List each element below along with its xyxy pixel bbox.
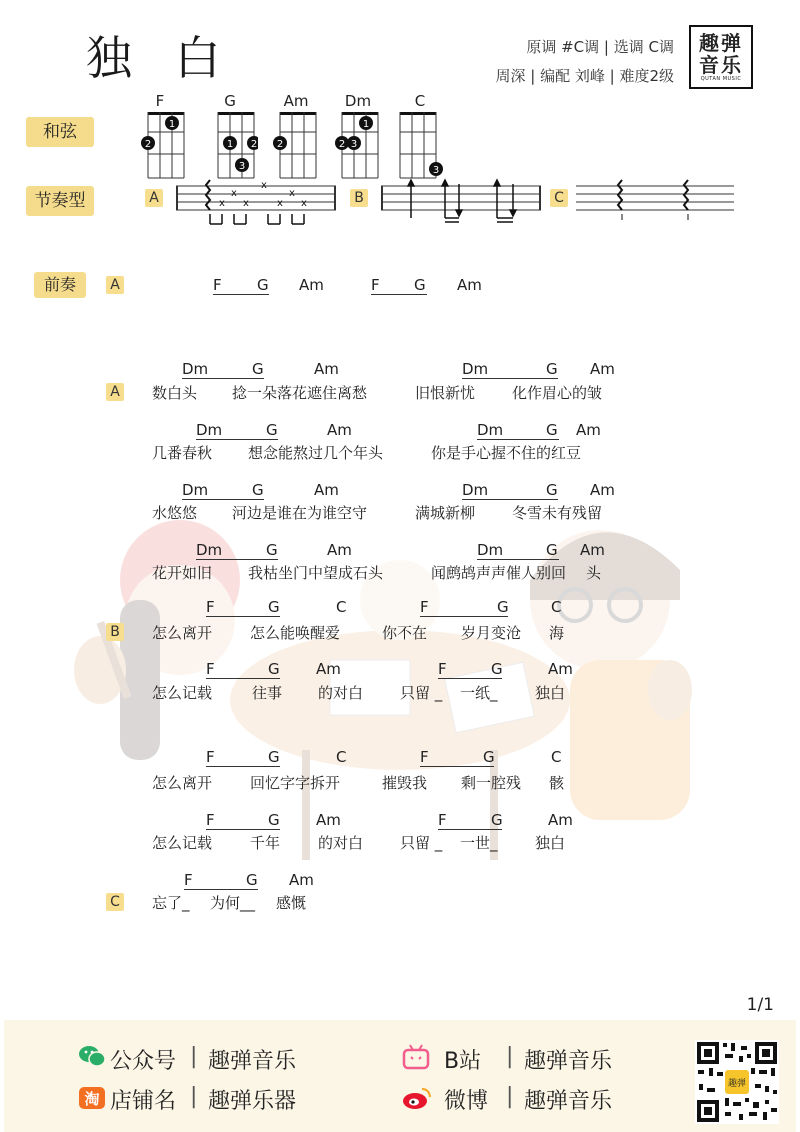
beat-line [196,559,278,560]
chord-label: Dm [196,541,223,559]
chord-label: Am [289,871,314,889]
chord-label: F [438,660,447,678]
taobao-icon [78,1086,106,1110]
chord-label: Am [327,541,352,559]
logo-text-bottom: 音乐 [699,53,743,77]
chord-diagram-f [140,92,188,184]
intro-chord: F [213,276,222,294]
chord-name: F [155,92,165,110]
fretboard-c [396,110,446,180]
svg-text:x: x [219,198,225,209]
lyric-segment: 想念能熬过几个年头 [248,444,384,462]
lyric-segment: 怎么离开 [152,774,213,792]
svg-text:x: x [243,198,249,209]
logo-subtext: QUTAN MUSIC [700,76,742,82]
lyric-segment: 怎么记载 [152,834,213,852]
chord-label: G [268,748,280,766]
lyric-segment: 化作眉心的皱 [512,384,603,402]
lyric-segment: 骸 [549,774,565,792]
svg-text:x: x [231,188,237,199]
chord-label: Dm [182,360,209,378]
intro-chord: G [414,276,426,294]
chord-label: G [268,811,280,829]
bilibili-label: B站 [444,1049,482,1074]
chord-label: Dm [477,421,504,439]
chord-label: F [206,598,215,616]
chords-label: 和弦 [26,117,94,147]
svg-text:2: 2 [250,139,258,150]
chord-label: G [546,541,558,559]
lyric-segment: 忘了_ [152,894,190,912]
chord-label: F [420,598,429,616]
chord-label: G [268,598,280,616]
bilibili-icon [402,1044,430,1070]
beat-line [462,499,558,500]
chord-label: G [546,360,558,378]
chord-label: F [420,748,429,766]
svg-text:2: 2 [144,139,152,150]
lyric-segment: 感慨 [276,894,307,912]
chord-label: Dm [182,481,209,499]
lyric-segment: 我枯坐门中望成石头 [248,564,384,582]
separator: | [190,1084,198,1109]
chord-label: G [246,871,258,889]
chord-label: G [497,598,509,616]
key-info: 原调 #C调 | 选调 C调 [526,38,674,56]
weibo-label: 微博 [444,1089,489,1114]
lyric-segment: 怎么能唤醒爱 [250,624,341,642]
lyric-segment: 冬雪未有残留 [512,504,603,522]
fretboard-g [210,110,258,180]
svg-text:淘: 淘 [84,1090,100,1108]
qr-code[interactable] [695,1040,779,1124]
chord-label: G [491,811,503,829]
logo-text-top: 趣弹 [699,31,743,55]
wechat-icon [78,1044,106,1068]
svg-text:3: 3 [432,165,440,176]
rhythm-pattern-c [576,178,734,228]
section-marker-b: B [106,623,124,641]
lyric-segment: 几番春秋 [152,444,213,462]
bilibili-name: 趣弹音乐 [524,1049,613,1074]
lyric-segment: 摧毁我 [382,774,428,792]
separator: | [506,1084,514,1109]
svg-text:x: x [277,198,283,209]
rhythm-pattern-a [176,178,336,228]
section-marker-a: A [106,383,124,401]
svg-text:2: 2 [338,139,346,150]
lyric-segment: 头 [586,564,602,582]
chord-label: F [206,811,215,829]
lyric-segment: 为何__ [210,894,256,912]
lyric-segment: 回忆字字拆开 [250,774,341,792]
lyric-segment: 海 [549,624,565,642]
chord-label: G [483,748,495,766]
chord-label: Am [314,481,339,499]
chord-label: Am [548,811,573,829]
chord-label: Am [327,421,352,439]
beat-line [206,766,280,767]
chord-label: G [546,481,558,499]
lyric-segment: 一纸_ [460,684,498,702]
intro-section-a: A [106,276,124,294]
chord-label: F [206,748,215,766]
lyric-segment: 河边是谁在为谁空守 [232,504,368,522]
lyric-segment: 你是手心握不住的红豆 [431,444,582,462]
lyric-segment: 剩一腔残 [461,774,522,792]
rhythm-pattern-b [381,178,541,228]
svg-text:1: 1 [362,119,370,130]
chord-label: Am [590,481,615,499]
lyric-segment: 只留 _ [400,834,443,852]
footer-bar [4,1020,796,1132]
separator: | [506,1044,514,1069]
lyric-segment: 花开如旧 [152,564,213,582]
chord-label: F [438,811,447,829]
chord-label: Am [316,660,341,678]
svg-text:3: 3 [350,139,358,150]
shop-name: 趣弹乐器 [208,1089,297,1114]
lyric-segment: 独白 [535,684,566,702]
rhythm-section-a: A [145,189,163,207]
chord-diagram-c [396,92,446,184]
weibo-icon [402,1086,432,1110]
beat-line [206,616,280,617]
fretboard-am [272,110,320,180]
svg-text:x: x [301,198,307,209]
lyric-segment: 怎么记载 [152,684,213,702]
page-number: 1/1 [746,995,774,1015]
svg-text:1: 1 [226,139,234,150]
chord-label: G [491,660,503,678]
lyric-segment: 的对白 [318,834,364,852]
chord-label: F [206,660,215,678]
chord-label: Dm [477,541,504,559]
fretboard-dm [334,110,382,180]
chord-label: C [551,598,562,616]
chord-name: Dm [344,92,372,110]
lyric-segment: 只留 _ [400,684,443,702]
svg-text:x: x [289,188,295,199]
svg-text:x: x [261,180,267,191]
rhythm-section-b: B [350,189,368,207]
chord-label: C [551,748,562,766]
lyric-segment: 捻一朵落花遮住离愁 [232,384,368,402]
lyric-segment: 水悠悠 [152,504,198,522]
beat-line [462,378,558,379]
chord-label: Am [590,360,615,378]
lyric-segment: 你不在 [382,624,428,642]
lyric-segment: 数白头 [152,384,198,402]
chord-label: C [336,598,347,616]
intro-beat-line [371,294,427,295]
intro-chord: Am [457,276,482,294]
beat-line [420,616,508,617]
chord-label: Am [316,811,341,829]
weibo-name: 趣弹音乐 [524,1089,613,1114]
song-title: 独 白 [86,31,235,85]
lyric-segment: 岁月变沧 [461,624,522,642]
svg-text:1: 1 [168,119,176,130]
chord-label: G [268,660,280,678]
chord-diagram-g [210,92,258,184]
chord-label: Dm [462,481,489,499]
qr-center-label: 趣弹 [727,1079,747,1089]
section-marker-c: C [106,893,124,911]
separator: | [190,1044,198,1069]
lyric-segment: 闻鹧鸪声声催人别回 [431,564,567,582]
chord-label: G [252,360,264,378]
beat-line [182,378,264,379]
chord-label: G [266,421,278,439]
intro-chord: F [371,276,380,294]
intro-chord: Am [299,276,324,294]
lyric-segment: 的对白 [318,684,364,702]
chord-label: Am [580,541,605,559]
lyric-segment: 怎么离开 [152,624,213,642]
wechat-label: 公众号 [110,1049,177,1074]
beat-line [477,439,559,440]
svg-text:3: 3 [238,161,246,172]
chord-name: C [414,92,426,110]
chord-label: G [266,541,278,559]
wechat-name: 趣弹音乐 [208,1049,297,1074]
svg-text:2: 2 [276,139,284,150]
fretboard-f [140,110,188,180]
brand-logo [689,25,753,89]
lyric-segment: 一世_ [460,834,498,852]
chord-name: G [224,92,236,110]
beat-line [184,889,258,890]
chord-label: Am [314,360,339,378]
chord-label: Am [576,421,601,439]
chord-label: G [252,481,264,499]
beat-line [438,678,502,679]
lyric-segment: 往事 [252,684,283,702]
beat-line [206,829,280,830]
beat-line [438,829,502,830]
beat-line [420,766,494,767]
intro-chord: G [257,276,269,294]
intro-label: 前奏 [34,272,86,298]
chord-name: Am [283,92,309,110]
rhythm-section-c: C [550,189,568,207]
beat-line [477,559,559,560]
chord-label: C [336,748,347,766]
shop-label: 店铺名 [110,1089,177,1114]
chord-label: Am [548,660,573,678]
chord-label: Dm [462,360,489,378]
chord-label: Dm [196,421,223,439]
chord-label: F [184,871,193,889]
rhythm-label: 节奏型 [26,186,94,216]
lyric-segment: 千年 [250,834,281,852]
lyric-segment: 独白 [535,834,566,852]
beat-line [196,439,278,440]
beat-line [206,678,280,679]
intro-beat-line [213,294,269,295]
chord-diagram-am [272,92,320,184]
chord-label: G [546,421,558,439]
credits-info: 周深 | 编配 刘峰 | 难度2级 [495,67,674,85]
beat-line [182,499,264,500]
lyric-segment: 满城新柳 [415,504,476,522]
lyric-segment: 旧恨新忧 [415,384,476,402]
chord-diagram-dm [334,92,382,184]
